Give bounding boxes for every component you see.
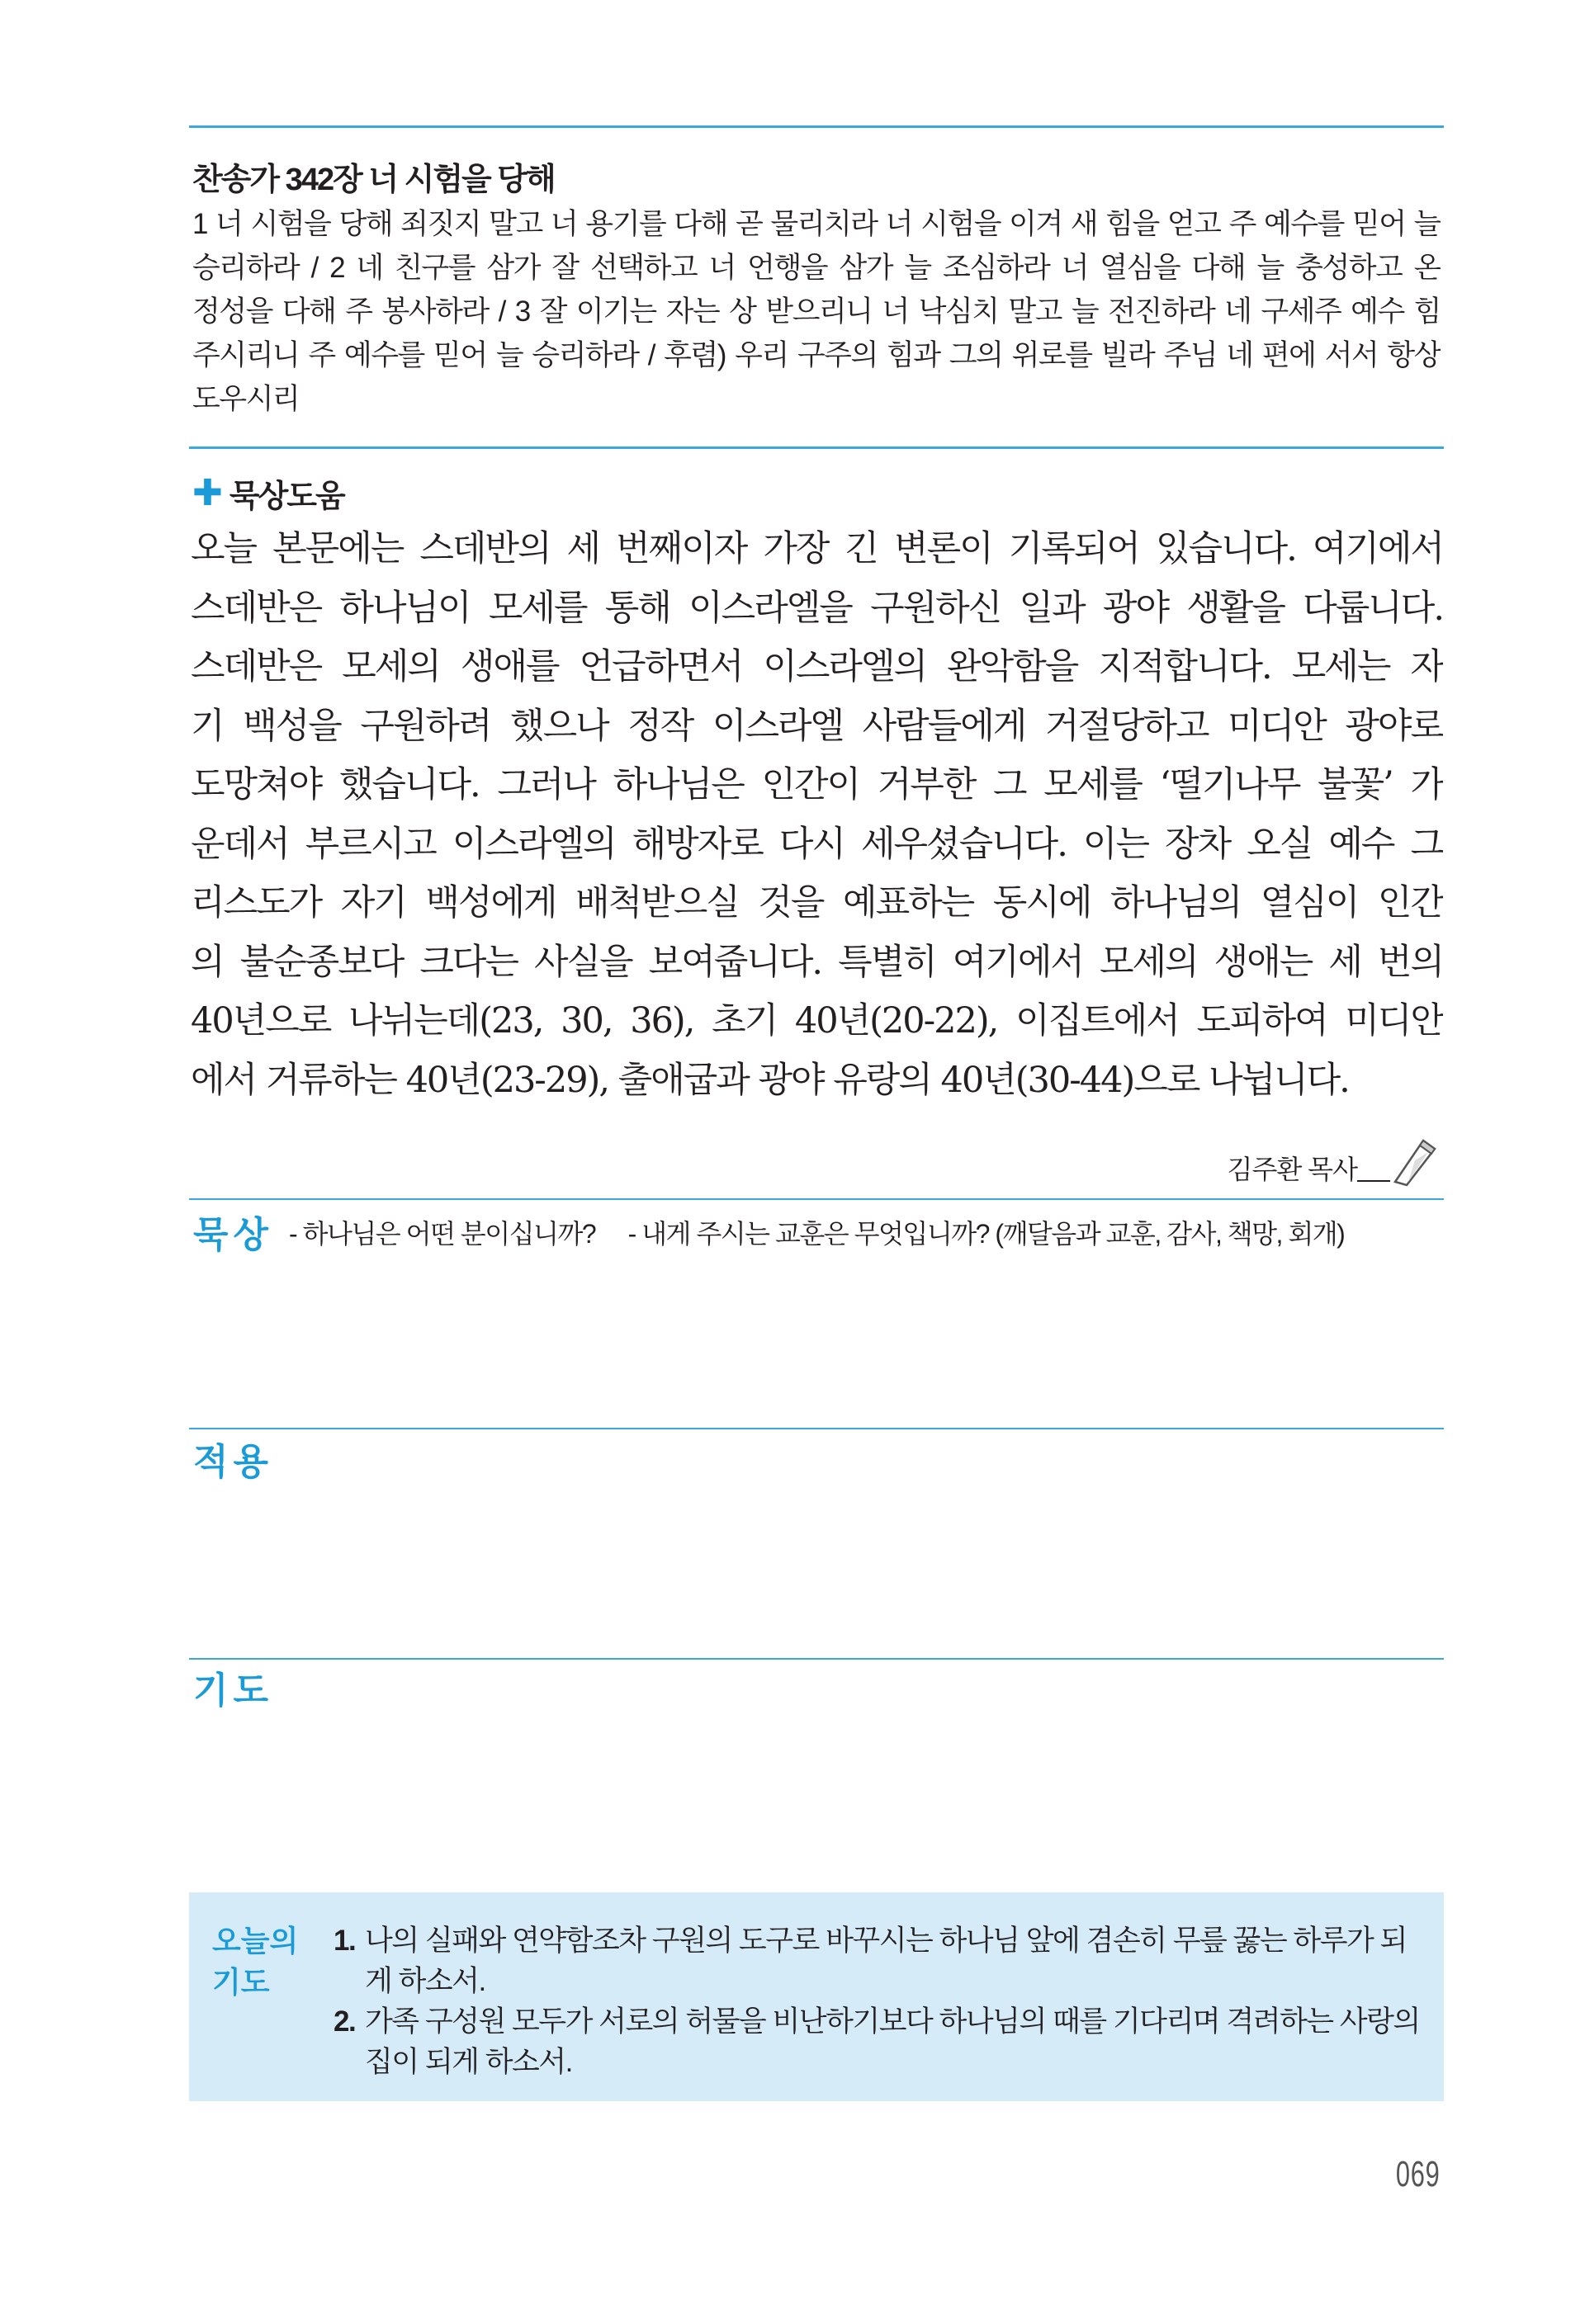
- body-line: 40년으로 나뉘는데(23, 30, 36), 초기 40년(20-22), 이집트에서 도피하여 미디안: [191, 1000, 1443, 1042]
- author-name: 김주환 목사: [1227, 1155, 1357, 1184]
- prayer-text: 가족 구성원 모두가 서로의 허물을 비난하기보다 하나님의 때를 기다리며 격려하는 사랑의 집이 되게 하소서.: [365, 2005, 1420, 2078]
- hymn-line: 도우시리: [192, 383, 300, 415]
- hymn-title: 찬송가 342장 너 시험을 당해: [192, 163, 555, 197]
- top-rule: [189, 125, 1444, 128]
- body-line: 리스도가 자기 백성에게 배척받으실 것을 예표하는 동시에 하나님의 열심이 인간: [191, 882, 1443, 923]
- hymn-line: 정성을 다해 주 봉사하라 / 3 잘 이기는 자는 상 받으리니 너 낙심치 말고 늘 전진하라 네 구세주 예수 힘: [192, 295, 1441, 328]
- today-prayer-label: 오늘의 기도: [212, 1924, 299, 1999]
- page-number: 069: [1395, 2154, 1440, 2194]
- meditation-rule: [189, 1198, 1444, 1200]
- prayer-item: [334, 1920, 1423, 2001]
- hymn-lyrics: [192, 202, 1441, 421]
- author-signature: [1228, 1136, 1438, 1187]
- prayer-number: 1.: [334, 1925, 356, 1957]
- application-label: 적용: [193, 1442, 274, 1482]
- hymn-line: 1 너 시험을 당해 죄짓지 말고 너 용기를 다해 곧 물리치라 너 시험을 이겨 새 힘을 얻고 주 예수를 믿어 늘: [192, 208, 1441, 240]
- body-line: 운데서 부르시고 이스라엘의 해방자로 다시 세우셨습니다. 이는 장차 오실 예수 그: [191, 823, 1443, 865]
- today-prayer-list: [334, 1920, 1423, 2082]
- meditation-help-title: 묵상도움: [229, 479, 344, 514]
- body-line: 오늘 본문에는 스데반의 세 번째이자 가장 긴 변론이 기록되어 있습니다. 여기에서: [191, 528, 1443, 569]
- body-line: 기 백성을 구원하려 했으나 정작 이스라엘 사람들에게 거절당하고 미디안 광야로: [191, 705, 1443, 747]
- section-rule: [189, 446, 1444, 449]
- meditation-questions: [289, 1213, 1370, 1251]
- body-line: 도망쳐야 했습니다. 그러나 하나님은 인간이 거부한 그 모세를 ‘떨기나무 불꽃’ 가: [191, 764, 1443, 805]
- hymn-line: 승리하라 / 2 네 친구를 삼가 잘 선택하고 너 언행을 삼가 늘 조심하라 너 열심을 다해 늘 충성하고 온: [192, 252, 1441, 284]
- question-1: - 하나님은 어떤 분이십니까?: [289, 1219, 596, 1249]
- today-prayer-box: [189, 1892, 1444, 2101]
- question-2: - 내게 주시는 교훈은 무엇입니까? (깨달음과 교훈, 감사, 책망, 회개): [627, 1219, 1345, 1249]
- plus-icon: ✚: [192, 472, 221, 513]
- meditation-help-body: [191, 520, 1443, 1110]
- prayer-label: 기도: [193, 1670, 274, 1711]
- prayer-number: 2.: [334, 2005, 356, 2038]
- prayer-text: 나의 실패와 연약함조차 구원의 도구로 바꾸시는 하나님 앞에 겸손히 무릎 꿇는 하루가 되게 하소서.: [365, 1925, 1407, 1997]
- body-line: 스데반은 모세의 생애를 언급하면서 이스라엘의 완악함을 지적합니다. 모세는 자: [191, 646, 1443, 687]
- prayer-rule: [189, 1658, 1444, 1660]
- pencil-icon: [1390, 1136, 1438, 1187]
- body-line: 스데반은 하나님이 모세를 통해 이스라엘을 구원하신 일과 광야 생활을 다룹니다.: [191, 587, 1443, 629]
- meditation-help-heading: [192, 470, 344, 516]
- application-rule: [189, 1428, 1444, 1429]
- meditation-label: 묵상: [193, 1215, 274, 1255]
- signature-line: [1357, 1180, 1390, 1182]
- body-line: 의 불순종보다 크다는 사실을 보여줍니다. 특별히 여기에서 모세의 생애는 세 번의: [191, 941, 1443, 983]
- body-line: 에서 거류하는 40년(23-29), 출애굽과 광야 유랑의 40년(30-44)으로 나뉩니다.: [191, 1059, 1349, 1101]
- hymn-line: 주시리니 주 예수를 믿어 늘 승리하라 / 후렴) 우리 구주의 힘과 그의 위로를 빌라 주님 네 편에 서서 항상: [192, 339, 1441, 371]
- prayer-item: [334, 2001, 1423, 2082]
